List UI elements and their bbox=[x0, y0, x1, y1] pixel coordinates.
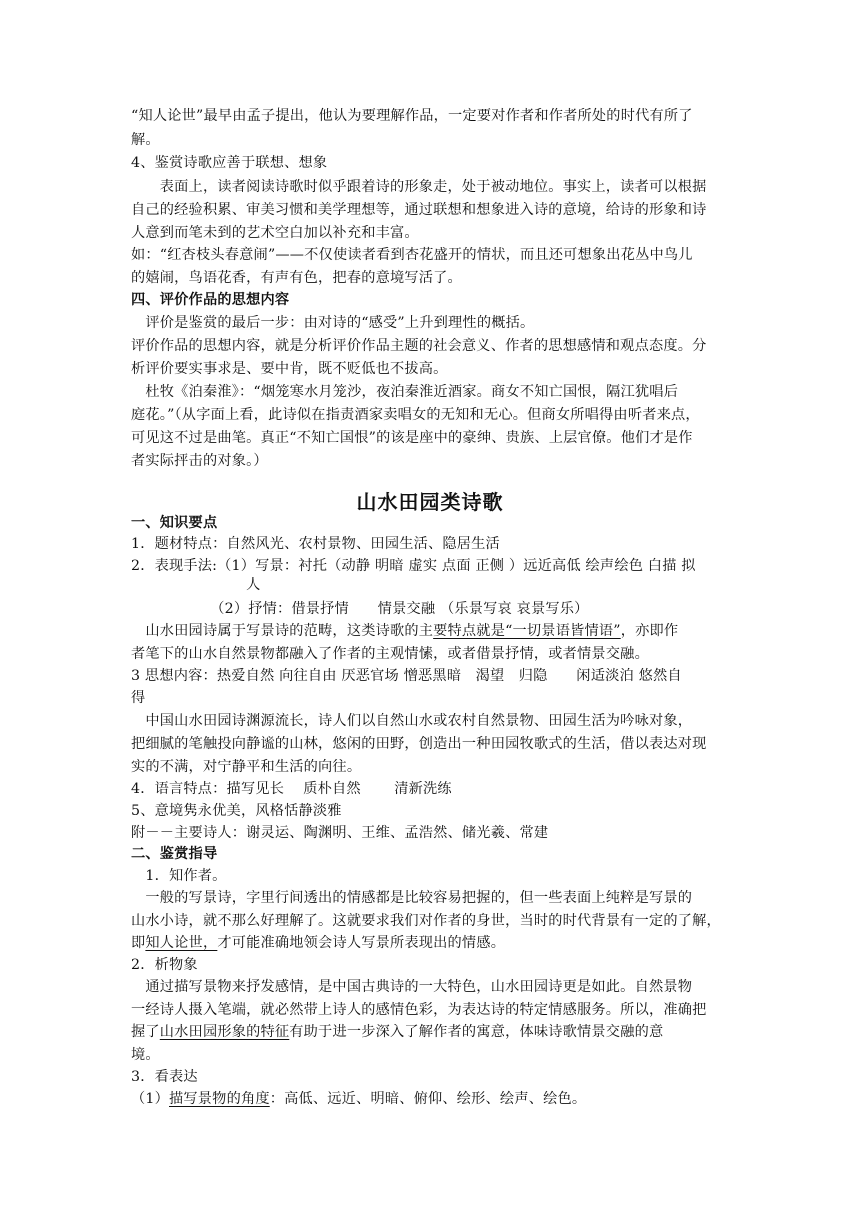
text-line bbox=[131, 1021, 731, 1043]
text-line: 人 bbox=[131, 577, 261, 593]
text-span: ：高低、远近、明暗、俯仰、绘形、绘声、绘色。 bbox=[269, 1091, 587, 1107]
text-line bbox=[131, 620, 731, 642]
text-line: 附－－主要诗人：谢灵运、陶渊明、王维、孟浩然、储光羲、常建 bbox=[131, 825, 549, 841]
text-line: 的嬉闹，鸟语花香，有声有色，把春的意境写活了。 bbox=[131, 270, 462, 286]
text-line: 2．析物象 bbox=[131, 957, 198, 973]
text-line: 得 bbox=[131, 690, 146, 706]
text-line: 杜牧《泊秦淮》：“烟笼寒水月笼沙，夜泊秦淮近酒家。商女不知亡国恨，隔江犹唱后 bbox=[131, 384, 679, 400]
section-heading: 4、鉴赏诗歌应善于联想、想象 bbox=[131, 155, 328, 171]
text-span: ，亦即作 bbox=[620, 623, 679, 639]
text-line: 人意到而笔未到的艺术空白加以补充和丰富。 bbox=[131, 225, 419, 241]
underlined-text: 知人论世， bbox=[145, 935, 218, 951]
text-line: 山水小诗，就不那么好理解了。这就要求我们对作者的身世，当时的时代背景有一定的了解， bbox=[131, 913, 721, 929]
text-line: 如：“红杏枝头春意闹”——不仅使读者看到杏花盛开的情状，而且还可想象出花丛中鸟儿 bbox=[131, 247, 693, 263]
text-line: 一经诗人摄入笔端，就必然带上诗人的感情色彩，为表达诗的特定情感服务。所以，准确把 bbox=[131, 1002, 707, 1018]
text-span: 即 bbox=[131, 935, 146, 951]
text-line: 一般的写景诗，字里行间透出的情感都是比较容易把握的，但一些表面上纯粹是写景的 bbox=[131, 890, 693, 906]
text-line: 实的不满，对宁静平和生活的向往。 bbox=[131, 759, 362, 775]
text-line: “知人论世”最早由孟子提出，他认为要理解作品，一定要对作者和作者所处的时代有所了 bbox=[131, 108, 693, 124]
text-line: 可见这不过是曲笔。真正“不知亡国恨”的该是座中的豪绅、贵族、上层官僚。他们才是作 bbox=[131, 430, 693, 446]
text-line: （2）抒情：借景抒情 情景交融 （乐景写哀 哀景写乐） bbox=[131, 601, 589, 617]
underlined-text: 山水田园形象的特征 bbox=[159, 1024, 290, 1040]
text-line: 表面上，读者阅读诗歌时似乎跟着诗的形象走，处于被动地位。事实上，读者可以根据 bbox=[131, 179, 707, 195]
text-line: 解。 bbox=[131, 132, 160, 148]
text-span: 握了 bbox=[131, 1024, 160, 1040]
text-line: 境。 bbox=[131, 1047, 160, 1063]
text-line: 者实际抨击的对象。） bbox=[131, 453, 268, 469]
text-line: 3 思想内容：热爱自然 向往自由 厌恶官场 憎恶黑暗 渴望 归隐 闲适淡泊 悠然自 bbox=[131, 668, 682, 684]
text-span: 有助于进一步深入了解作者的寓意，体味诗歌情景交融的意 bbox=[289, 1024, 664, 1040]
text-span: 才可能准确地领会诗人写景所表现出的情感。 bbox=[217, 935, 506, 951]
page-title: 山水田园类诗歌 bbox=[356, 490, 504, 514]
text-line bbox=[131, 1088, 731, 1110]
text-line: 评价作品的思想内容，就是分析评价作品主题的社会意义、作者的思想感情和观点态度。分 bbox=[131, 338, 707, 354]
text-line: 5、意境隽永优美，风格恬静淡雅 bbox=[131, 803, 342, 819]
underlined-text: 描写景物的角度 bbox=[169, 1091, 270, 1107]
text-span: 山水田园诗属于写景诗的范畴，这类诗歌的主 bbox=[131, 623, 434, 639]
text-span: （1） bbox=[131, 1091, 170, 1107]
text-line: 中国山水田园诗渊源流长，诗人们以自然山水或农村自然景物、田园生活为吟咏对象， bbox=[131, 713, 693, 729]
text-line: 把细腻的笔触投向静谧的山林，悠闲的田野，创造出一种田园牧歌式的生活，借以表达对现 bbox=[131, 736, 707, 752]
section-heading: 二、鉴赏指导 bbox=[131, 846, 218, 862]
text-line: 析评价要实事求是、要中肯，既不贬低也不拔高。 bbox=[131, 361, 448, 377]
text-line: 通过描写景物来抒发感情，是中国古典诗的一大特色，山水田园诗更是如此。自然景物 bbox=[131, 979, 693, 995]
text-line: 3．看表达 bbox=[131, 1069, 198, 1085]
text-line: 评价是鉴赏的最后一步：由对诗的“感受”上升到理性的概括。 bbox=[131, 315, 535, 331]
text-line: 4．语言特点：描写见长 质朴自然 清新洗练 bbox=[131, 781, 452, 797]
underlined-text: 要特点就是“一切景语皆情语” bbox=[433, 623, 621, 639]
section-heading: 四、评价作品的思想内容 bbox=[131, 292, 290, 308]
text-line: 1．知作者。 bbox=[131, 868, 227, 884]
text-line: 庭花。”（从字面上看，此诗似在指责酒家卖唱女的无知和无心。但商女所唱得由听者来点， bbox=[131, 407, 700, 423]
text-line: 1．题材特点：自然风光、农村景物、田园生活、隐居生活 bbox=[131, 536, 500, 552]
section-heading: 一、知识要点 bbox=[131, 515, 218, 531]
text-line: 2．表现手法:（1）写景：衬托（动静 明暗 虚实 点面 正侧 ）远近高低 绘声绘色 白描 拟 bbox=[131, 558, 696, 574]
text-line: 者笔下的山水自然景物都融入了作者的主观情愫，或者借景抒情，或者情景交融。 bbox=[131, 646, 649, 662]
text-line bbox=[131, 932, 731, 954]
text-line: 自己的经验积累、审美习惯和美学理想等，通过联想和想象进入诗的意境，给诗的形象和诗 bbox=[131, 202, 707, 218]
